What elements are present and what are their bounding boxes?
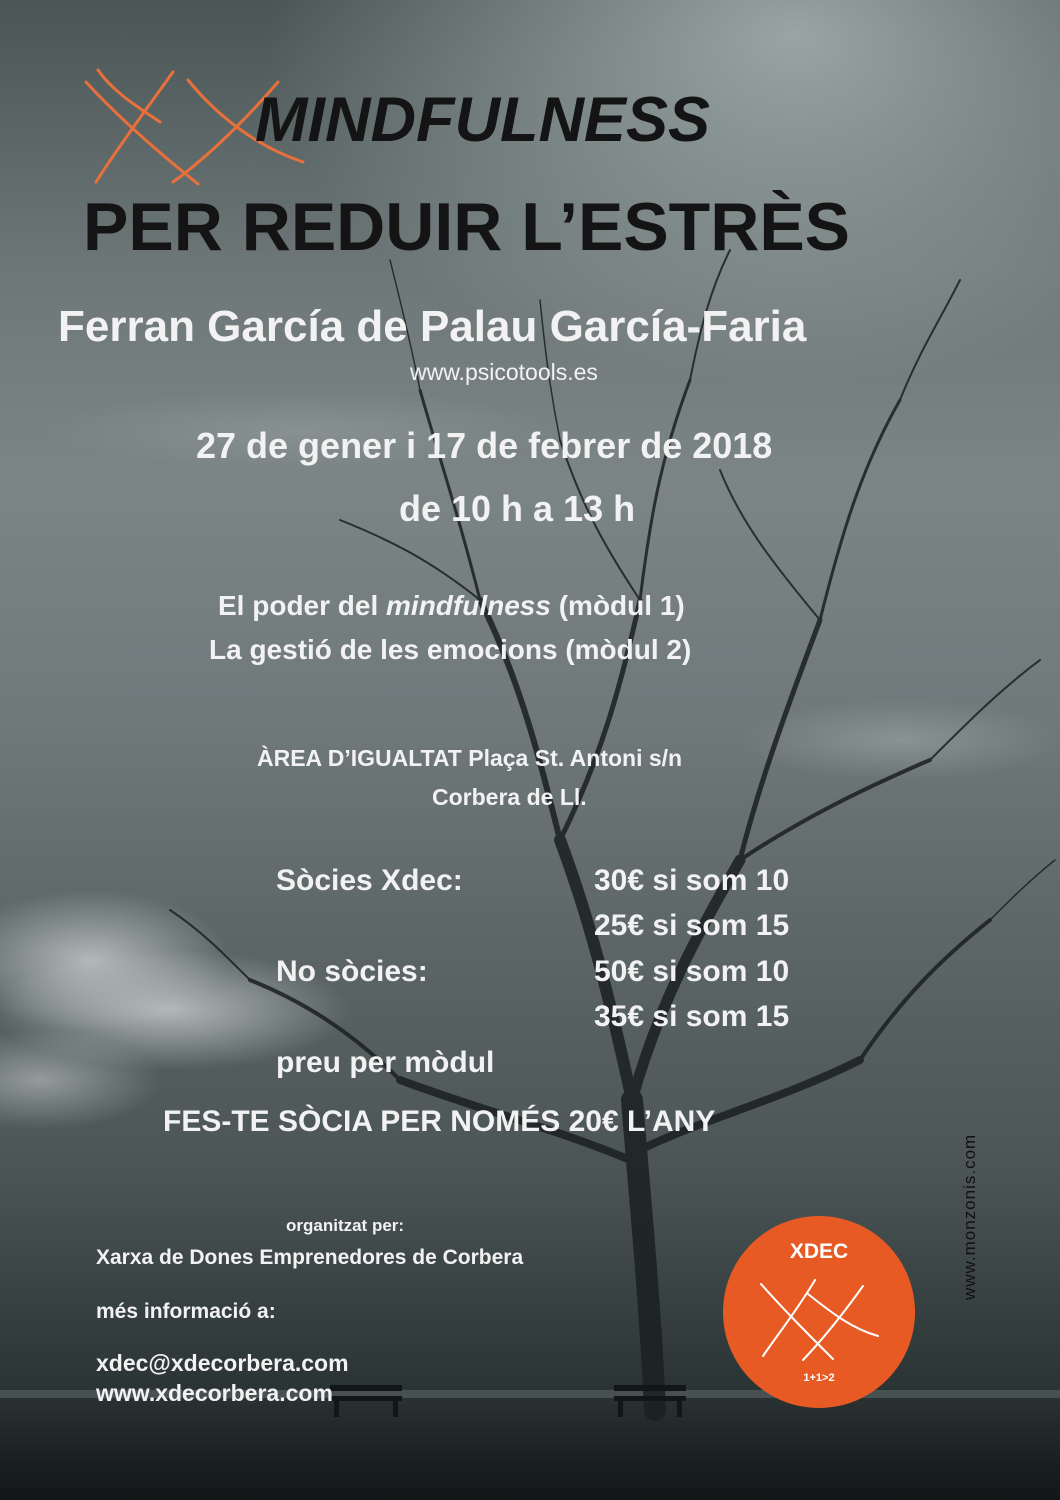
members-label: Sòcies Xdec: bbox=[276, 864, 463, 897]
contact-email[interactable]: xdec@xdecorbera.com bbox=[96, 1350, 349, 1376]
module-1 bbox=[218, 590, 685, 622]
price-note: preu per mòdul bbox=[276, 1046, 495, 1079]
organizer-name: Xarxa de Dones Emprenedores de Corbera bbox=[96, 1246, 524, 1269]
xdec-logo-xx-icon bbox=[753, 1274, 883, 1364]
members-price-2: 25€ si som 15 bbox=[594, 909, 790, 942]
venue-line-2: Corbera de Ll. bbox=[432, 784, 587, 810]
speaker-website: www.psicotools.es bbox=[410, 359, 598, 385]
module-1-italic: mindfulness bbox=[386, 590, 551, 621]
info-label: més informació a: bbox=[96, 1300, 276, 1323]
venue-line-1: ÀREA D’IGUALTAT Plaça St. Antoni s/n bbox=[257, 745, 683, 771]
members-price-1: 30€ si som 10 bbox=[594, 864, 790, 897]
designer-credit: www.monzonis.com bbox=[960, 1133, 979, 1300]
title-line-2: PER REDUIR L’ESTRÈS bbox=[83, 189, 851, 265]
nonmembers-price-2: 35€ si som 15 bbox=[594, 1000, 790, 1033]
module-2: La gestió de les emocions (mòdul 2) bbox=[209, 634, 692, 665]
nonmembers-label: No sòcies: bbox=[276, 955, 428, 988]
organized-label: organitzat per: bbox=[286, 1216, 405, 1235]
module-1-suffix: (mòdul 1) bbox=[550, 590, 685, 621]
speaker-name: Ferran García de Palau García-Faria bbox=[58, 302, 807, 351]
xdec-logo-name: XDEC bbox=[789, 1240, 849, 1263]
xdec-logo-tagline: 1+1>2 bbox=[803, 1372, 835, 1384]
event-hours: de 10 h a 13 h bbox=[399, 488, 636, 529]
nonmembers-price-1: 50€ si som 10 bbox=[594, 955, 790, 988]
module-1-prefix: El poder del bbox=[218, 590, 387, 621]
contact-website[interactable]: www.xdecorbera.com bbox=[96, 1380, 333, 1406]
xdec-logo bbox=[723, 1216, 915, 1408]
title-line-1: MINDFULNESS bbox=[255, 85, 710, 155]
membership-cta: FES-TE SÒCIA PER NOMÉS 20€ L’ANY bbox=[163, 1105, 716, 1138]
event-dates: 27 de gener i 17 de febrer de 2018 bbox=[196, 425, 773, 466]
